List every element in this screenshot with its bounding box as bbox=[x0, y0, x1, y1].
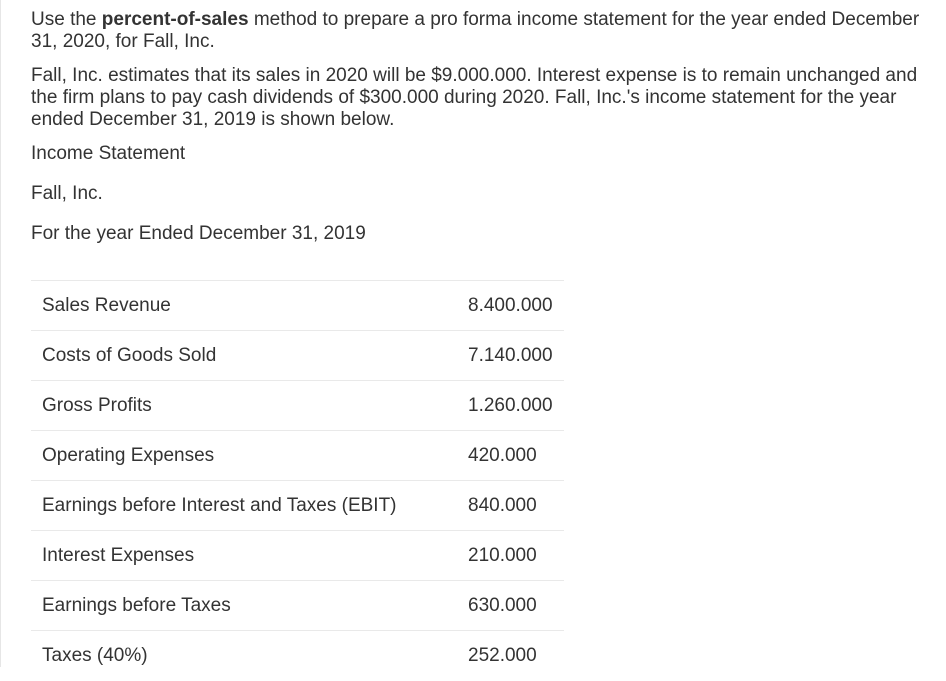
row-value: 630.000 bbox=[468, 594, 537, 616]
row-value: 252.000 bbox=[468, 644, 537, 666]
row-value: 1.260.000 bbox=[468, 394, 553, 416]
row-label: Sales Revenue bbox=[42, 294, 171, 316]
intro-prefix: Use the bbox=[31, 9, 102, 30]
table-row bbox=[31, 381, 564, 431]
row-label: Earnings before Interest and Taxes (EBIT) bbox=[42, 494, 397, 516]
row-label: Operating Expenses bbox=[42, 444, 215, 466]
row-label: Interest Expenses bbox=[42, 544, 195, 566]
statement-title: Income Statement bbox=[31, 143, 186, 164]
statement-period: For the year Ended December 31, 2019 bbox=[31, 223, 366, 244]
table-row bbox=[31, 581, 564, 631]
row-label: Taxes (40%) bbox=[42, 644, 148, 666]
row-value: 420.000 bbox=[468, 444, 537, 466]
intro-suffix: method to prepare a pro forma income statement for the year ended December 31, 2020, for Fall, Inc. bbox=[31, 9, 920, 52]
intro-paragraph bbox=[31, 9, 936, 53]
table-row bbox=[31, 531, 564, 581]
row-value: 210.000 bbox=[468, 544, 537, 566]
intro-emphasis: percent-of-sales bbox=[101, 9, 249, 30]
income-statement-table bbox=[31, 280, 564, 681]
left-border bbox=[0, 0, 1, 667]
table-row bbox=[31, 331, 564, 381]
table-row bbox=[31, 431, 564, 481]
row-value: 8.400.000 bbox=[468, 294, 553, 316]
table-row bbox=[31, 281, 564, 331]
description-paragraph: Fall, Inc. estimates that its sales in 2020 will be $9.000.000. Interest expense is to remain unchanged and the firm plans to pay cash dividends of $300.000 during 2020. Fall, Inc.'s income statement for the year ended December 31, 2019 is shown below. bbox=[31, 65, 918, 130]
row-value: 840.000 bbox=[468, 494, 537, 516]
table-row bbox=[31, 631, 564, 681]
row-label: Costs of Goods Sold bbox=[42, 344, 217, 366]
row-label: Gross Profits bbox=[42, 394, 152, 416]
question-content bbox=[31, 9, 936, 263]
row-value: 7.140.000 bbox=[468, 344, 553, 366]
table-row bbox=[31, 481, 564, 531]
company-name: Fall, Inc. bbox=[31, 183, 103, 204]
row-label: Earnings before Taxes bbox=[42, 594, 231, 616]
